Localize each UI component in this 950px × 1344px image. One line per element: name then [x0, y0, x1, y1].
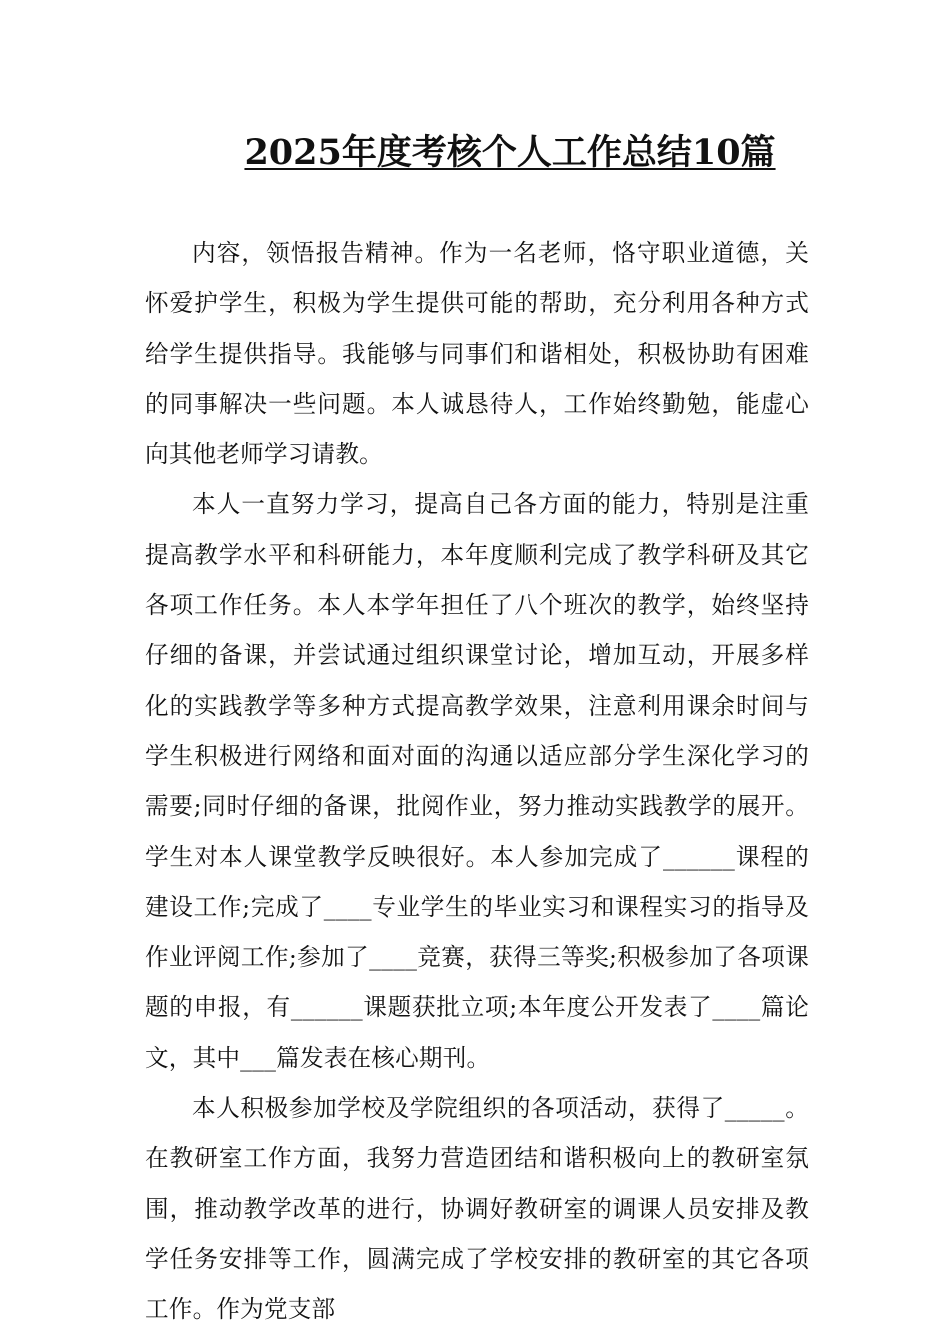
document-body [145, 228, 809, 1335]
paragraph-2: 本人一直努力学习，提高自己各方面的能力，特别是注重提高教学水平和科研能力，本年度顺利完成了教学科研及其它各项工作任务。本人本学年担任了八个班次的教学，始终坚持仔细的备课，并尝试通过组织课堂讨论，增加互动，开展多样化的实践教学等多种方式提高教学效果，注意利用课余时间与学生积极进行网络和面对面的沟通以适应部分学生深化学习的需要;同时仔细的备课，批阅作业，努力推动实践教学的展开。学生对本人课堂教学反映很好。本人参加完成了______课程的建设工作;完成了____专业学生的毕业实习和课程实习的指导及作业评阅工作;参加了____竞赛，获得三等奖;积极参加了各项课题的申报，有______课题获批立项;本年度公开发表了____篇论文，其中___篇发表在核心期刊。 [145, 490, 809, 1072]
document-title: 2025年度考核个人工作总结10篇 [244, 132, 776, 173]
paragraph-3: 本人积极参加学校及学院组织的各项活动，获得了_____。在教研室工作方面，我努力营造团结和谐积极向上的教研室氛围，推动教学改革的进行，协调好教研室的调课人员安排及教学任务安排等工作，圆满完成了学校安排的教研室的其它各项工作。作为党支部 [145, 1094, 809, 1324]
paragraph-1: 内容，领悟报告精神。作为一名老师，恪守职业道德，关怀爱护学生，积极为学生提供可能的帮助，充分利用各种方式给学生提供指导。我能够与同事们和谐相处，积极协助有困难的同事解决一些问题。本人诚恳待人，工作始终勤勉，能虚心向其他老师学习请教。 [145, 239, 809, 469]
